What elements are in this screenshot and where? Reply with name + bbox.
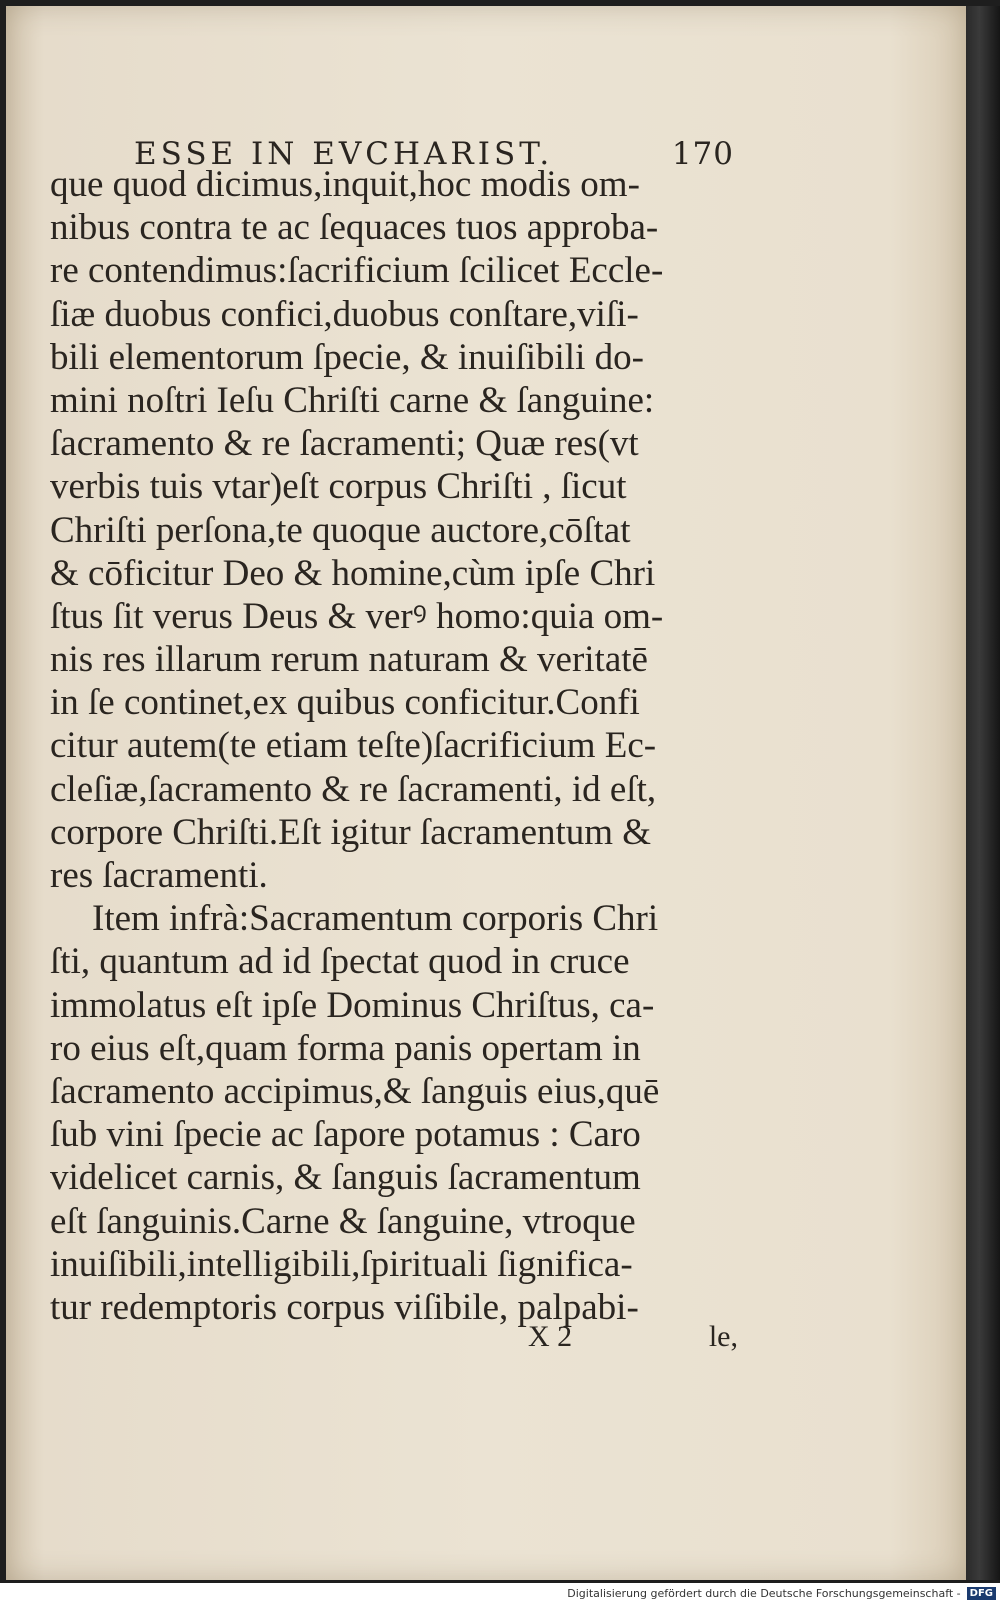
text-line: bili elementorum ſpecie, & inuiſibili do-	[50, 336, 644, 378]
text-line: & cōficitur Deo & homine,cùm ipſe Chri	[50, 552, 656, 594]
text-line: immolatus eſt ipſe Dominus Chriſtus, ca-	[50, 984, 655, 1026]
text-line: Chriſti perſona,te quoque auctore,cōſtat	[50, 509, 631, 551]
page-edge	[966, 6, 1000, 1580]
text-line: ro eius eſt,quam forma panis opertam in	[50, 1027, 641, 1069]
text-line: cleſiæ,ſacramento & re ſacramenti, id eſt,	[50, 768, 657, 810]
text-line: ſacramento & re ſacramenti; Quæ res(vt	[50, 423, 639, 465]
dfg-logo-icon: DFG	[967, 1587, 996, 1600]
text-line: ſacramento accipimus,& ſanguis eius,quē	[50, 1070, 660, 1112]
paragraph-start-line: Item infrà:Sacramentum corporis Chri	[92, 898, 659, 940]
text-line: citur autem(te etiam teſte)ſacrificium Ec-	[50, 725, 657, 767]
signature-mark: X 2	[528, 1320, 573, 1353]
page-footer	[528, 1320, 738, 1364]
text-line: ſti, quantum ad id ſpectat quod in cruce	[50, 941, 630, 983]
catchword: le,	[708, 1320, 738, 1353]
body-text	[50, 163, 730, 1329]
text-line: res ſacramenti.	[50, 855, 268, 896]
text-line: inuiſibili,intelligibili,ſpirituali ſignifica-	[50, 1243, 633, 1285]
text-line: verbis tuis vtar)eſt corpus Chriſti , ſicut	[50, 466, 627, 508]
text-line: ſiæ duobus confici,duobus conſtare,viſi-	[50, 293, 639, 335]
funding-credit: Digitalisierung gefördert durch die Deutsche Forschungsgemeinschaft -	[567, 1587, 961, 1600]
text-line: ſub vini ſpecie ac ſapore potamus : Caro	[50, 1114, 641, 1156]
text-line: nibus contra te ac ſequaces tuos approba-	[50, 207, 659, 249]
text-line: re contendimus:ſacrificium ſcilicet Eccle-	[50, 250, 664, 292]
text-line: nis res illarum rerum naturam & veritatē	[50, 639, 648, 681]
text-line: corpore Chriſti.Eſt igitur ſacramentum &	[50, 811, 652, 853]
text-line: in ſe continet,ex quibus conficitur.Confi	[50, 682, 640, 724]
text-line: eſt ſanguinis.Carne & ſanguine, vtroque	[50, 1200, 636, 1242]
text-line: mini noſtri Ieſu Chriſti carne & ſanguine:	[50, 379, 655, 421]
credit-bar	[0, 1583, 1000, 1604]
text-line: que quod dicimus,inquit,hoc modis om-	[50, 164, 640, 205]
text-line: ſtus ſit verus Deus & verꝰ homo:quia om-	[50, 595, 664, 637]
running-title: ESSE IN EVCHARIST.	[134, 136, 554, 172]
folio-number: 170	[671, 136, 734, 172]
text-line: videlicet carnis, & ſanguis ſacramentum	[50, 1157, 641, 1199]
text-line: tur redemptoris corpus viſibile, palpabi-	[50, 1286, 639, 1328]
